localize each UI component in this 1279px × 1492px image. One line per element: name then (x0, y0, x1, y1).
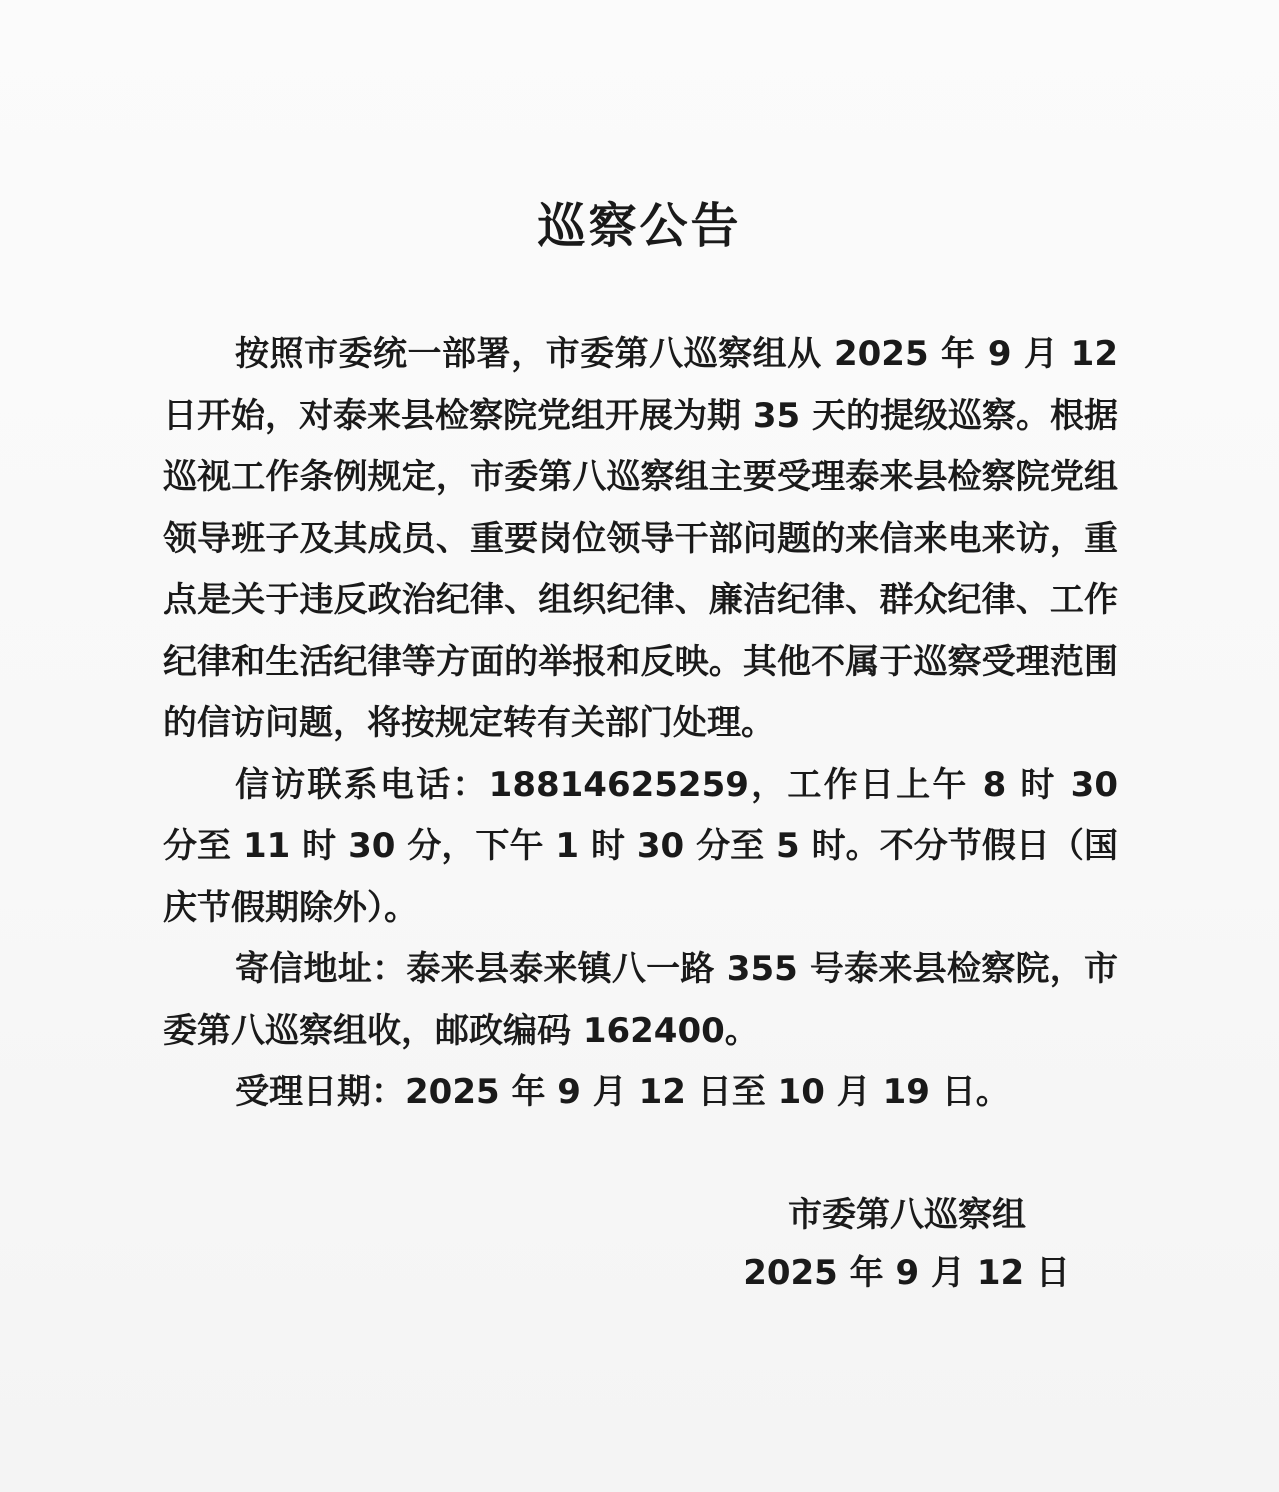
paragraph-inspection-scope: 按照市委统一部署，市委第八巡察组从 2025 年 9 月 12 日开始，对泰来县检察院党组开展为期 35 天的提级巡察。根据巡视工作条例规定，市委第八巡察组主要受理泰来县检察院党组领导班子及其成员、重要岗位领导干部问题的来信来电来访，重点是关于违反政治纪律、组织纪律、廉洁纪律、群众纪律、工作纪律和生活纪律等方面的举报和反映。其他不属于巡察受理范围的信访问题，将按规定转有关部门处理。 (163, 334, 1118, 743)
signature-organization: 市委第八巡察组 (788, 1195, 1026, 1235)
paragraph-mailing-address: 寄信地址：泰来县泰来镇八一路 355 号泰来县检察院，市委第八巡察组收，邮政编码 162400。 (163, 949, 1118, 1051)
notice-title: 巡察公告 (537, 198, 742, 254)
signature-block (740, 1186, 1070, 1302)
paragraph-contact-phone: 信访联系电话：18814625259，工作日上午 8 时 30 分至 11 时 30 分，下午 1 时 30 分至 5 时。不分节假日（国庆节假期除外）。 (163, 764, 1118, 928)
notice-body (163, 324, 1118, 1124)
signature-date: 2025 年 9 月 12 日 (743, 1253, 1070, 1293)
paragraph-acceptance-dates: 受理日期：2025 年 9 月 12 日至 10 月 19 日。 (235, 1072, 1010, 1112)
